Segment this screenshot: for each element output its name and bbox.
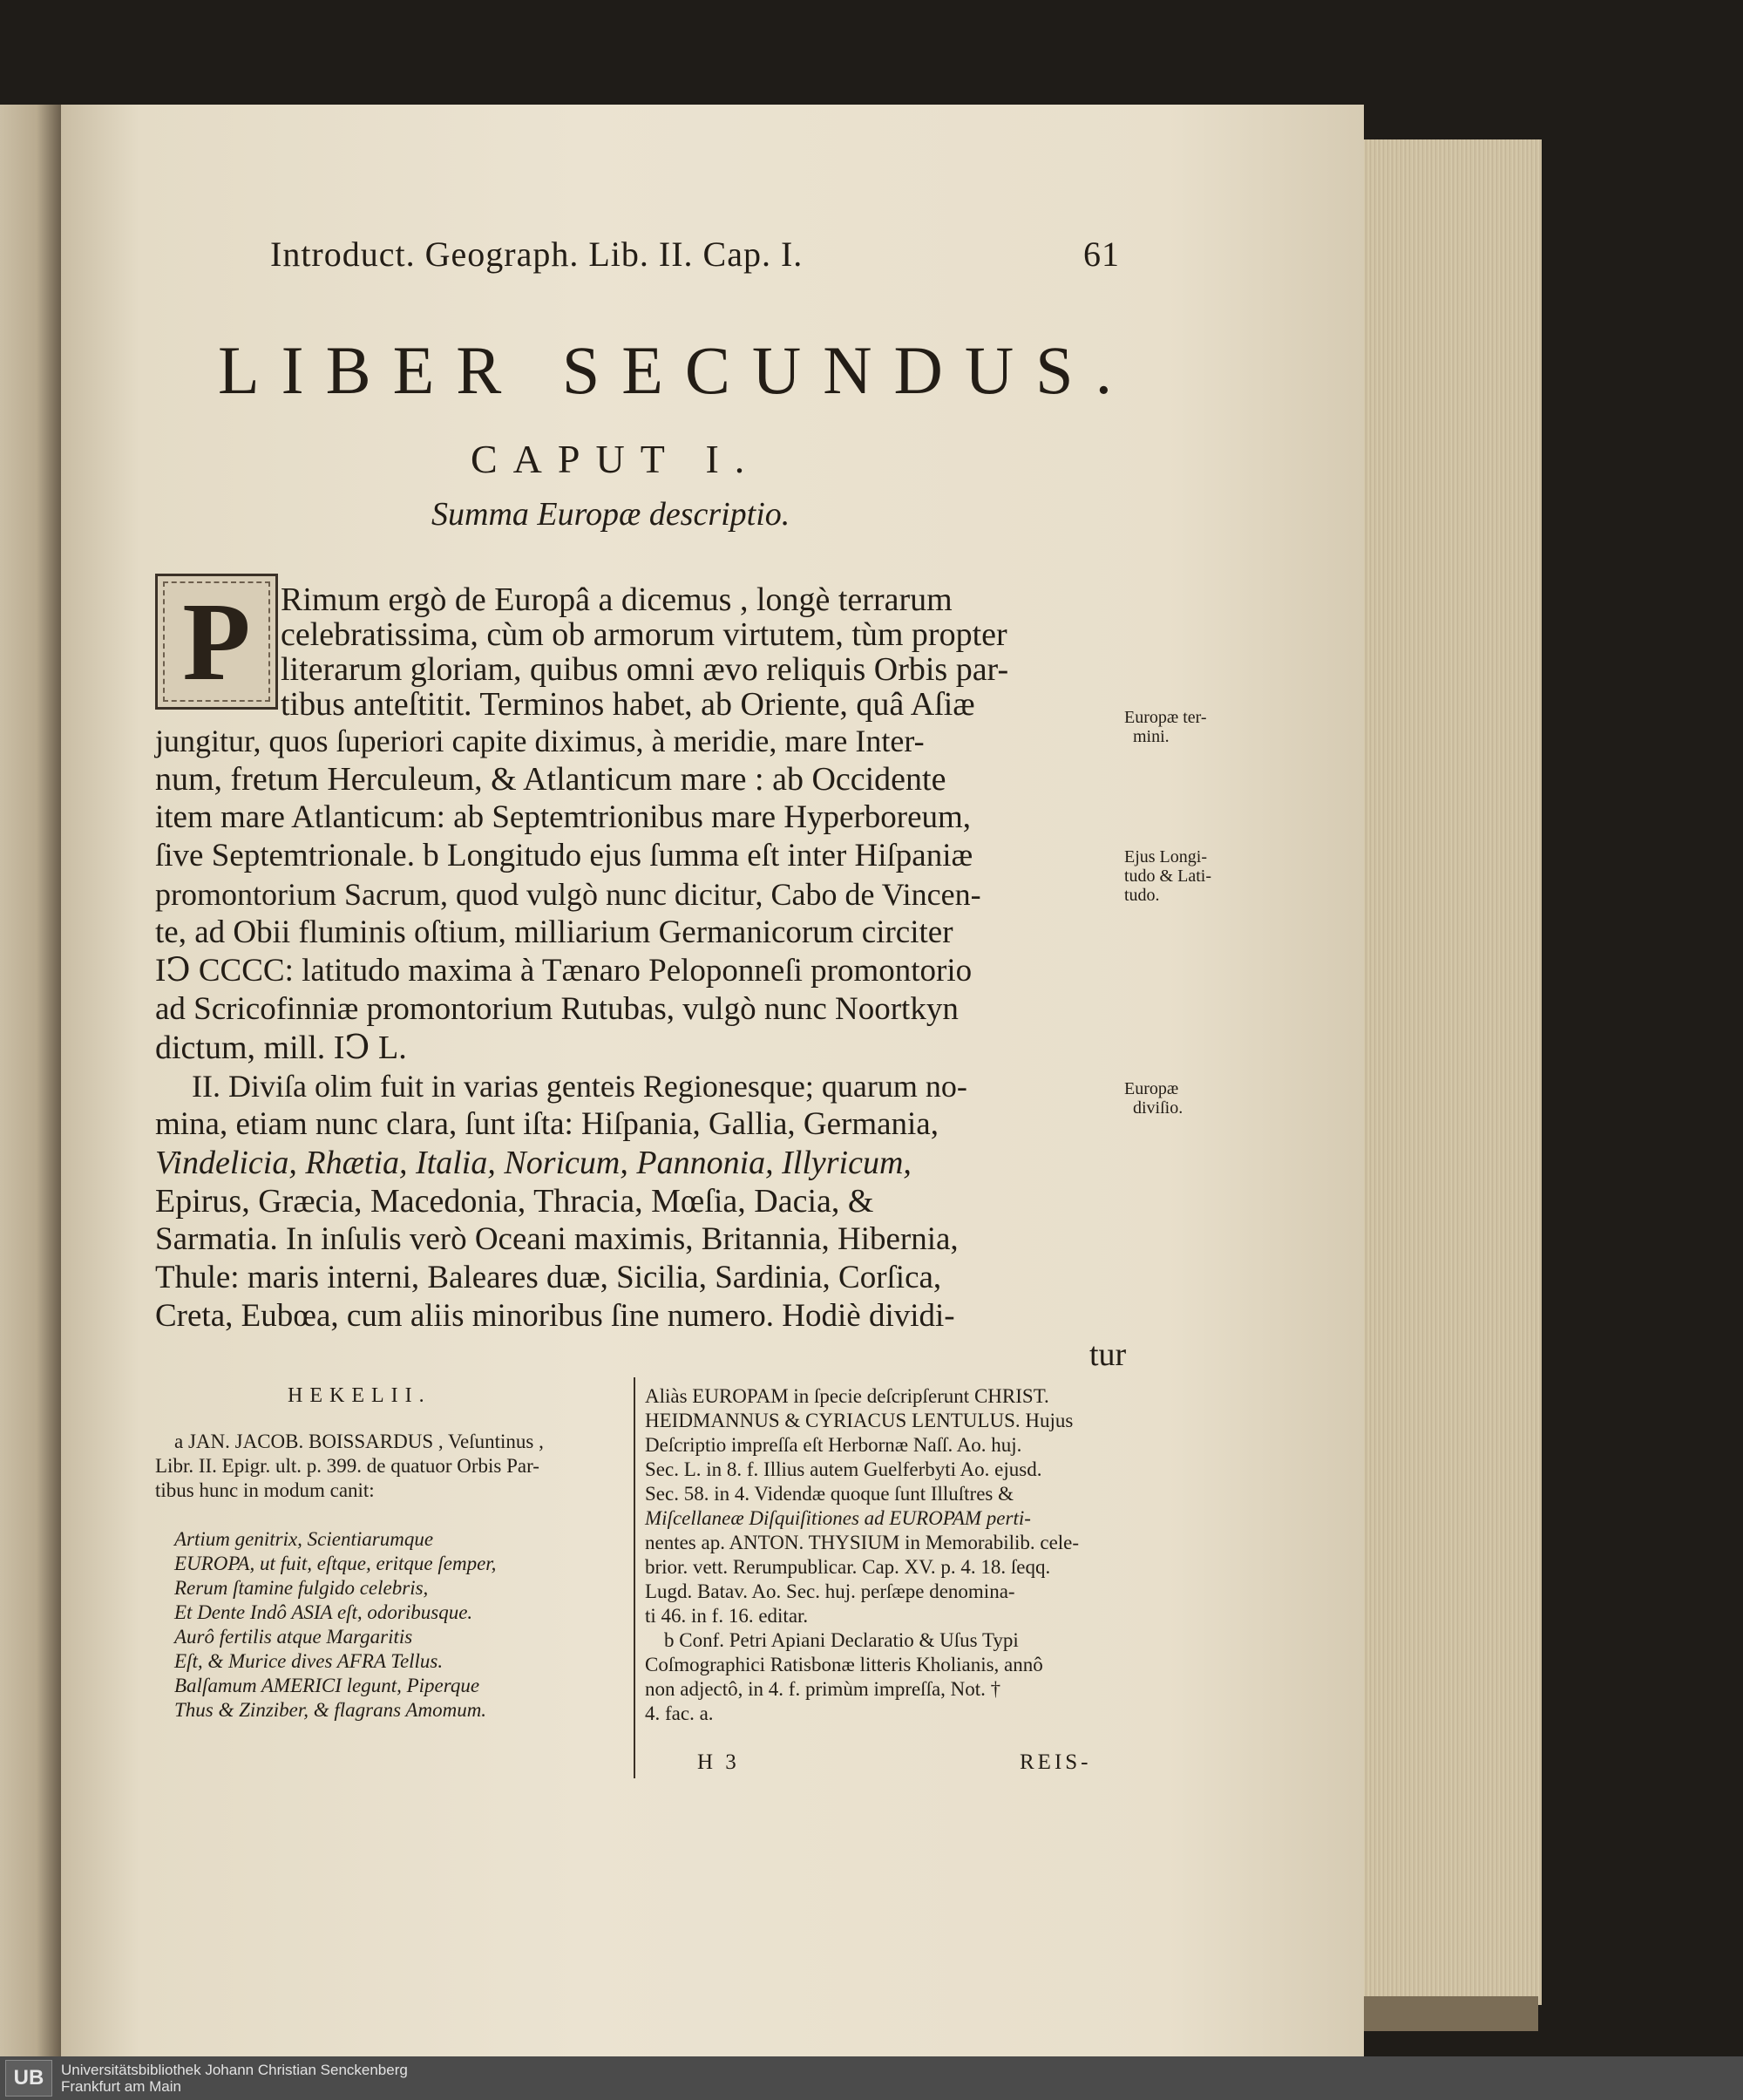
- footnote-left-line: a JAN. JACOB. BOISSARDUS , Veſuntinus ,: [174, 1431, 544, 1452]
- margin-note: [1124, 847, 1211, 905]
- footer-line-2: Frankfurt am Main: [61, 2078, 181, 2095]
- footnote-right-line: Lugd. Batav. Ao. Sec. huj. perſæpe denomina-: [645, 1580, 1015, 1602]
- footnote-left-line: Eſt, & Murice dives AFRA Tellus.: [174, 1650, 444, 1672]
- footnote-right-line: ti 46. in f. 16. editar.: [645, 1605, 809, 1627]
- text-line-catch: tur: [1089, 1336, 1127, 1373]
- text-line: te, ad Obii fluminis oſtium, milliarium Germanicorum circiter: [155, 914, 953, 950]
- footnote-right-line: 4. fac. a.: [645, 1702, 714, 1724]
- footnote-left-line: Et Dente Indô ASIA eſt, odoribusque.: [174, 1601, 473, 1623]
- footnote-left-line: Artium genitrix, Scientiarumque: [174, 1528, 434, 1550]
- footnote-right-line: non adjectô, in 4. f. primùm impreſſa, Not. †: [645, 1678, 1001, 1700]
- footnote-right-line: nentes ap. ANTON. THYSIUM in Memorabilib. cele-: [645, 1532, 1080, 1553]
- text-line: ſive Septemtrionale. b Longitudo ejus ſumma eſt inter Hiſpaniæ: [155, 838, 973, 873]
- margin-note-line: Europæ ter-: [1124, 708, 1207, 727]
- text-line: Epirus, Græcia, Macedonia, Thracia, Mœſia, Dacia, &: [155, 1183, 874, 1220]
- text-line: Creta, Eubœa, cum aliis minoribus ſine numero. Hodiè dividi-: [155, 1298, 955, 1334]
- text-line: num, fretum Herculeum, & Atlanticum mare : ab Occidente: [155, 761, 946, 798]
- footnote-right-line: brior. vett. Rerumpublicar. Cap. XV. p. 4. 18. ſeqq.: [645, 1556, 1051, 1578]
- text-line: Vindelicia, Rhætia, Italia, Noricum, Pannonia, Illyricum,: [155, 1145, 912, 1181]
- running-head-title: Introduct. Geograph. Lib. II. Cap. I.: [270, 234, 804, 274]
- chapter-heading: CAPUT I.: [471, 437, 761, 481]
- footer-line-1: Universitätsbibliothek Johann Christian Senckenberg: [61, 2062, 408, 2078]
- footnote-left-line: Balſamum AMERICI legunt, Piperque: [174, 1675, 480, 1696]
- footer-text: [61, 2062, 408, 2095]
- footnote-right-line: Sec. L. in 8. f. Illius autem Guelferbyti Ao. ejusd.: [645, 1458, 1042, 1480]
- footnote-right-line: HEIDMANNUS & CYRIACUS LENTULUS. Hujus: [645, 1410, 1074, 1431]
- margin-note: [1124, 1079, 1183, 1118]
- book-cover-bottom: [1346, 1996, 1538, 2031]
- margin-note-line: tudo.: [1124, 886, 1160, 905]
- text-line: Rimum ergò de Europâ a dicemus , longè terrarum: [281, 581, 953, 618]
- initial-ornament: [163, 581, 270, 702]
- text-line: jungitur, quos ſuperiori capite diximus, à meridie, mare Inter-: [155, 724, 925, 758]
- footnote-right-line: Miſcellaneæ Diſquiſitiones ad EUROPAM perti-: [645, 1507, 1031, 1529]
- text-line: Thule: maris interni, Baleares duæ, Sicilia, Sardinia, Corſica,: [155, 1260, 942, 1295]
- initial-letter: P: [182, 579, 251, 703]
- margin-note-line: Europæ: [1124, 1079, 1179, 1098]
- margin-note-line: tudo & Lati-: [1124, 867, 1211, 886]
- footnote-left-line: Rerum ſtamine fulgido celebris,: [174, 1577, 429, 1599]
- margin-note-line: Ejus Longi-: [1124, 847, 1207, 867]
- left-page-edge: [0, 105, 61, 2057]
- text-line: Sarmatia. In inſulis verò Oceani maximis, Britannia, Hibernia,: [155, 1221, 959, 1257]
- text-line: celebratissima, cùm ob armorum virtutem, tùm propter: [281, 616, 1007, 653]
- footnote-right-line: Deſcriptio impreſſa eſt Herbornæ Naſſ. Ao. huj.: [645, 1434, 1022, 1456]
- text-line: item mare Atlanticum: ab Septemtrionibus mare Hyperboreum,: [155, 799, 972, 835]
- footnote-right-line: Aliàs EUROPAM in ſpecie deſcripſerunt CHRIST.: [645, 1385, 1049, 1407]
- ub-logo: UB: [5, 2060, 52, 2097]
- chapter-subtitle: Summa Europæ descriptio.: [431, 496, 790, 533]
- catchword: REIS-: [1020, 1750, 1092, 1774]
- margin-note: [1124, 708, 1207, 746]
- footnote-left-line: EUROPA, ut fuit, eſtque, eritque ſemper,: [174, 1553, 497, 1574]
- footer-bar: [0, 2056, 1743, 2100]
- margin-note-line: diviſio.: [1133, 1098, 1183, 1118]
- footnote-column-divider: [634, 1377, 635, 1778]
- footnote-right-line: Coſmographici Ratisbonæ litteris Kholianis, annô: [645, 1654, 1043, 1675]
- footnote-left-line: Aurô fertilis atque Margaritis: [174, 1626, 413, 1648]
- footnote-left-line: Thus & Zinziber, & flagrans Amomum.: [174, 1699, 487, 1721]
- text-line: IↃ CCCC: latitudo maxima à Tænaro Peloponneſi promontorio: [155, 953, 973, 989]
- page-number: 61: [1083, 234, 1120, 274]
- decorated-initial: [155, 574, 278, 710]
- text-line: tibus anteſtitit. Terminos habet, ab Oriente, quâ Aſiæ: [281, 686, 975, 723]
- signature-mark: H 3: [697, 1750, 740, 1774]
- footnote-right-line: Sec. 58. in 4. Videndæ quoque ſunt Illuſtres &: [645, 1483, 1014, 1505]
- text-line: literarum gloriam, quibus omni ævo reliquis Orbis par-: [281, 651, 1009, 688]
- footnote-left-line: Libr. II. Epigr. ult. p. 399. de quatuor Orbis Par-: [155, 1455, 539, 1477]
- text-line: promontorium Sacrum, quod vulgò nunc dicitur, Cabo de Vincen-: [155, 877, 981, 912]
- margin-note-line: mini.: [1133, 727, 1170, 746]
- footnotes-heading: HEKELII.: [288, 1384, 431, 1407]
- footnote-right-line: b Conf. Petri Apiani Declaratio & Uſus Typi: [664, 1629, 1019, 1651]
- text-line: dictum, mill. IↃ L.: [155, 1030, 407, 1066]
- text-line: II. Diviſa olim fuit in varias genteis Regionesque; quarum no-: [192, 1069, 967, 1104]
- text-line: mina, etiam nunc clara, ſunt iſta: Hiſpania, Gallia, Germania,: [155, 1106, 939, 1142]
- book-title: LIBER SECUNDUS.: [218, 332, 1135, 408]
- text-line: ad Scricofinniæ promontorium Rutubas, vulgò nunc Noortkyn: [155, 991, 959, 1027]
- running-head: [270, 234, 1120, 275]
- footnote-left-line: tibus hunc in modum canit:: [155, 1479, 375, 1501]
- page-block-edge: [1346, 139, 1542, 2005]
